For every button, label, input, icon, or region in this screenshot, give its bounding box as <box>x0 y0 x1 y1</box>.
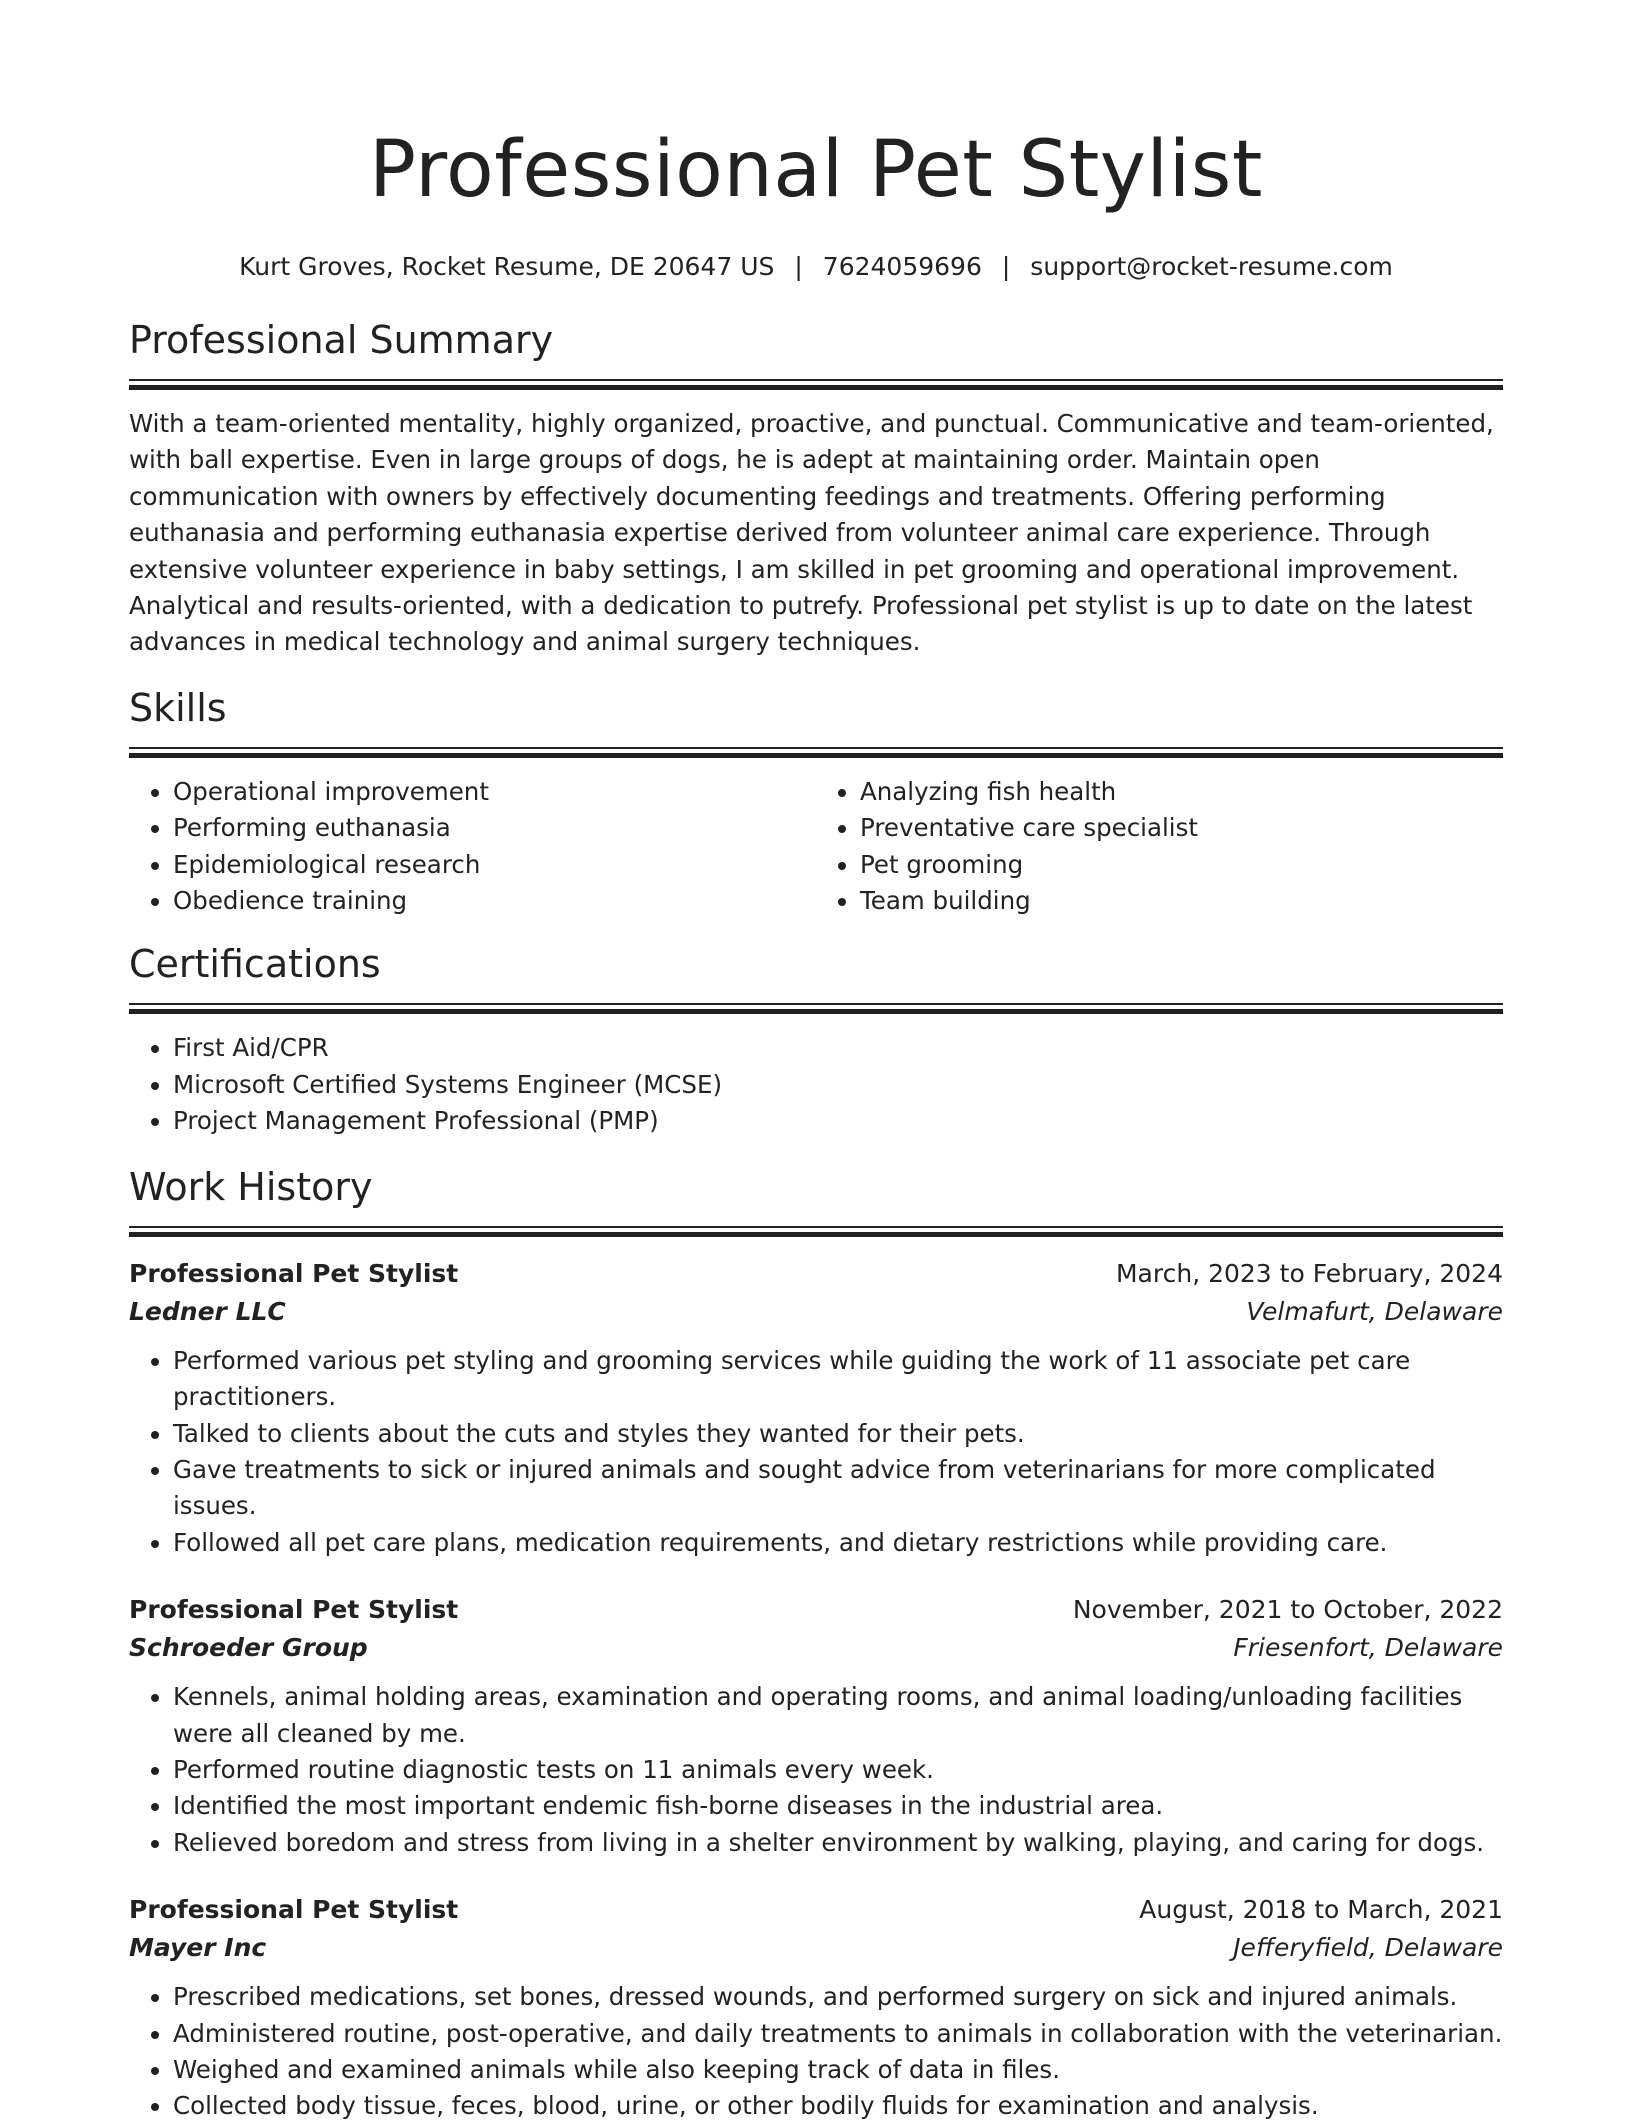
skill-item: • Operational improvement <box>173 774 816 810</box>
summary-section <box>129 315 1503 661</box>
job-header <box>129 1255 1503 1293</box>
summary-heading: Professional Summary <box>129 318 554 362</box>
job-company: Ledner LLC <box>129 1296 286 1326</box>
work-history-section <box>129 1162 1503 2125</box>
job-entry <box>129 1255 1503 1561</box>
skill-item: • Performing euthanasia <box>173 810 816 846</box>
certifications-section <box>129 939 1503 1139</box>
job-bullet: • Relieved boredom and stress from living in a shelter environment by walking, playing, and caring for dogs. <box>173 1825 1503 1861</box>
contact-email: support@rocket-resume.com <box>1030 252 1393 281</box>
skill-item: • Team building <box>860 883 1503 919</box>
job-dates: November, 2021 to October, 2022 <box>1072 1595 1503 1625</box>
job-subheader <box>129 1929 1503 1967</box>
certifications-list <box>129 1030 1503 1139</box>
work-history-heading: Work History <box>129 1164 373 1209</box>
skills-list-left <box>129 774 816 920</box>
contact-separator: | <box>794 252 803 281</box>
contact-separator: | <box>1001 252 1011 281</box>
job-role: Professional Pet Stylist <box>129 1895 459 1925</box>
job-bullet: • Kennels, animal holding areas, examination and operating rooms, and animal loading/unloading facilities were all cleaned by me. <box>173 1679 1503 1752</box>
job-bullets <box>129 1343 1503 1561</box>
contact-address: Kurt Groves, Rocket Resume, DE 20647 US <box>239 252 775 281</box>
skill-item: • Preventative care specialist <box>860 810 1503 846</box>
job-location: Jefferyfield, Delaware <box>1233 1933 1503 1963</box>
skills-list-right <box>816 774 1503 920</box>
job-bullet: • Identified the most important endemic fish-borne diseases in the industrial area. <box>173 1788 1503 1824</box>
job-bullets <box>129 1979 1503 2125</box>
job-location: Friesenfort, Delaware <box>1233 1633 1503 1663</box>
job-entry <box>129 1591 1503 1861</box>
job-entry <box>129 1891 1503 2125</box>
job-role: Professional Pet Stylist <box>129 1258 459 1288</box>
job-dates: August, 2018 to March, 2021 <box>1139 1895 1503 1925</box>
skill-item: • Epidemiological research <box>173 847 816 883</box>
skill-item: • Obedience training <box>173 883 816 919</box>
resume-title: Professional Pet Stylist <box>369 125 1263 215</box>
summary-text: With a team-oriented mentality, highly organized, proactive, and punctual. Communicative and team-oriented, with ball expertise. Even in large groups of dogs, he is adept at maintaining order. Maintain open communication with owners by effectively documenting feedings and treatments. Offering performing euthanasia and performing euthanasia expertise derived from volunteer animal care experience. Through extensive volunteer experience in baby settings, I am skilled in pet grooming and operational improvement. Analytical and results-oriented, with a dedication to putrefy. Professional pet stylist is up to date on the latest advances in medical technology and animal surgery techniques. <box>129 409 1494 657</box>
certifications-heading: Certifications <box>129 942 381 987</box>
skill-item: • Analyzing fish health <box>860 774 1503 810</box>
section-divider <box>129 379 1503 390</box>
job-bullets <box>129 1679 1503 1861</box>
section-divider <box>129 747 1503 758</box>
certification-item: • First Aid/CPR <box>173 1030 1503 1066</box>
job-company: Mayer Inc <box>129 1933 267 1963</box>
job-subheader <box>129 1629 1503 1667</box>
contact-phone: 7624059696 <box>822 252 982 281</box>
job-bullet: • Gave treatments to sick or injured animals and sought advice from veterinarians for more complicated issues. <box>173 1452 1503 1525</box>
job-bullet: • Weighed and examined animals while also keeping track of data in files. <box>173 2052 1503 2088</box>
job-location: Velmafurt, Delaware <box>1246 1296 1503 1326</box>
contact-line <box>129 250 1503 284</box>
job-bullet: • Followed all pet care plans, medication requirements, and dietary restrictions while providing care. <box>173 1525 1503 1561</box>
certification-item: • Microsoft Certified Systems Engineer (MCSE) <box>173 1067 1503 1103</box>
job-subheader <box>129 1293 1503 1331</box>
job-bullet: • Prescribed medications, set bones, dressed wounds, and performed surgery on sick and injured animals. <box>173 1979 1503 2015</box>
job-role: Professional Pet Stylist <box>129 1595 459 1625</box>
job-company: Schroeder Group <box>129 1633 368 1663</box>
job-bullet: • Talked to clients about the cuts and styles they wanted for their pets. <box>173 1416 1503 1452</box>
section-divider <box>129 1226 1503 1237</box>
job-header <box>129 1591 1503 1629</box>
section-divider <box>129 1003 1503 1014</box>
job-header <box>129 1891 1503 1929</box>
skills-heading: Skills <box>129 685 227 730</box>
skill-item: • Pet grooming <box>860 847 1503 883</box>
job-bullet: • Performed routine diagnostic tests on 11 animals every week. <box>173 1752 1503 1788</box>
job-bullet: • Collected body tissue, feces, blood, urine, or other bodily fluids for examination and analysis. <box>173 2088 1503 2124</box>
skills-columns <box>129 774 1503 920</box>
job-bullet: • Administered routine, post-operative, and daily treatments to animals in collaboration with the veterinarian. <box>173 2016 1503 2052</box>
skills-section <box>129 683 1503 920</box>
certification-item: • Project Management Professional (PMP) <box>173 1103 1503 1139</box>
job-bullet: • Performed various pet styling and grooming services while guiding the work of 11 associate pet care practitioners. <box>173 1343 1503 1416</box>
job-dates: March, 2023 to February, 2024 <box>1115 1258 1503 1288</box>
